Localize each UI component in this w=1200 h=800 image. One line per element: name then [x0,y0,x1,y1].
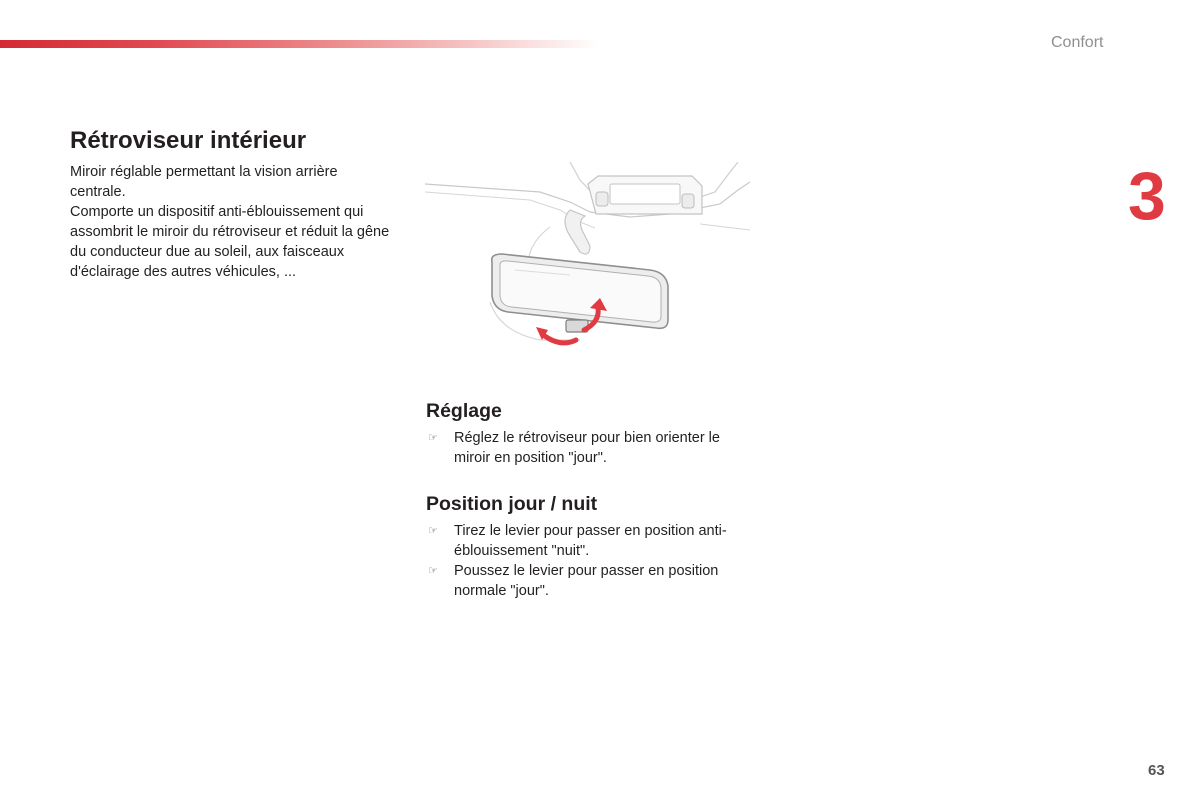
rear-view-mirror-illustration [420,162,755,357]
chapter-number: 3 [1128,158,1166,234]
intro-paragraph: Comporte un dispositif anti-éblouissement qui assombrit le miroir du rétroviseur et réduit la gêne du conducteur due au soleil, aux faisceaux d'éclairage des autres véhicules, ... [70,204,390,280]
list-item-text: Poussez le levier pour passer en position normale "jour". [454,563,719,599]
pointing-hand-icon: ☞ [428,432,438,444]
bullet-list-position [426,521,756,601]
section-title-position-jour-nuit: Position jour / nuit [426,493,598,515]
list-item [426,521,756,561]
list-item-text: Réglez le rétroviseur pour bien orienter le miroir en position "jour". [454,430,720,466]
page-number: 63 [1148,762,1165,779]
bullet-list-reglage [426,428,756,468]
list-item [426,428,756,468]
header-accent-bar [0,40,600,48]
section-title-reglage: Réglage [426,400,502,422]
section-label: Confort [1051,34,1104,51]
intro-text [70,162,390,282]
pointing-hand-icon: ☞ [428,565,438,577]
list-item-text: Tirez le levier pour passer en position anti-éblouissement "nuit". [454,523,727,559]
pointing-hand-icon: ☞ [428,525,438,537]
page-title: Rétroviseur intérieur [70,127,307,154]
list-item [426,561,756,601]
intro-paragraph: Miroir réglable permettant la vision arrière centrale. [70,164,338,200]
mirror-figure-svg [420,162,755,357]
